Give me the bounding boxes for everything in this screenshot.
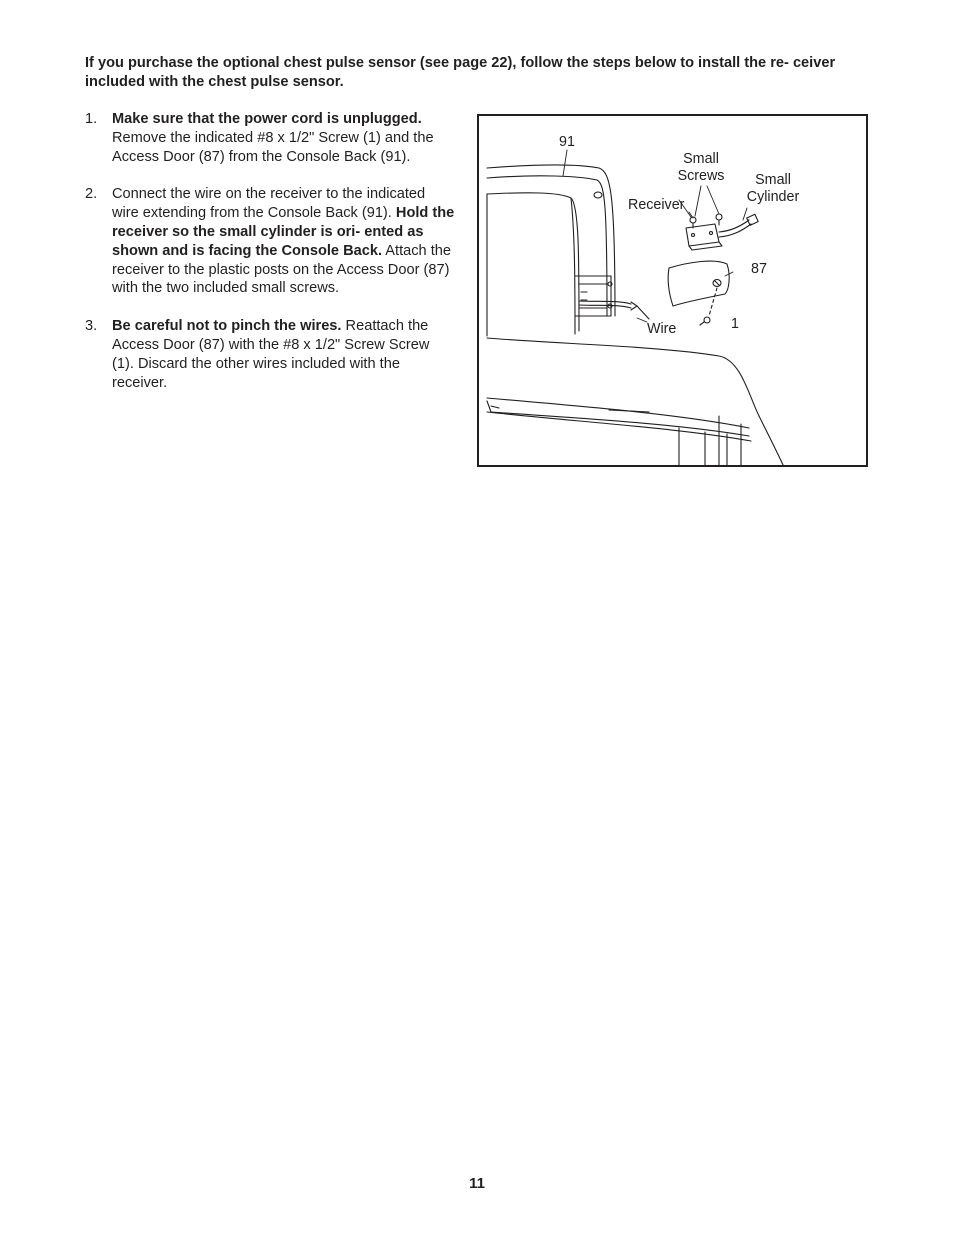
installation-figure [477,114,868,467]
step-bold-text: Make sure that the power cord is unplugged. [112,111,422,127]
callout-small-screws: Small Screws [677,151,725,184]
callout-part-91: 91 [559,134,575,150]
console-base-illustration [487,338,784,467]
console-back-illustration [487,165,615,336]
step-text [112,317,455,392]
step-number: 3. [85,318,98,335]
step-text [112,110,455,166]
step-plain-text: Remove the indicated #8 x 1/2" Screw (1) and the Access Door (87) from the Console Back (91). [112,129,434,165]
callout-receiver: Receiver [628,197,685,213]
access-door-illustration [668,261,729,306]
callout-part-87: 87 [751,261,767,277]
step-bold-text: Hold the receiver so the small cylinder is ori- ented as shown and is facing the Console Back. [112,205,455,259]
step-2 [85,185,455,298]
screw-illustration [700,288,717,325]
receiver-illustration [686,214,758,250]
step-plain-text: Reattach the Access Door (87) with the #8 x 1/2" Screw Screw (1). Discard the other wires included with the receiver. [112,318,430,391]
step-1 [85,110,455,166]
callout-small-cylinder: Small Cylinder [746,172,800,205]
step-plain-text: Connect the wire on the receiver to the indicated wire extending from the Console Back (91). [112,186,426,222]
step-3 [85,317,455,392]
step-number: 1. [85,111,98,127]
step-number: 2. [85,186,98,203]
step-plain-text: Attach the receiver to the plastic posts on the Access Door (87) with the two included small screws. [112,242,452,297]
step-text [112,185,455,298]
callout-part-1: 1 [731,316,739,332]
callout-wire: Wire [647,321,677,337]
step-bold-text: Be careful not to pinch the wires. [112,318,342,335]
intro-paragraph: If you purchase the optional chest pulse sensor (see page 22), follow the steps below to install the re- ceiver included with the chest pulse sensor. [85,55,836,90]
instruction-steps [85,110,455,411]
page-number: 11 [469,1175,485,1192]
